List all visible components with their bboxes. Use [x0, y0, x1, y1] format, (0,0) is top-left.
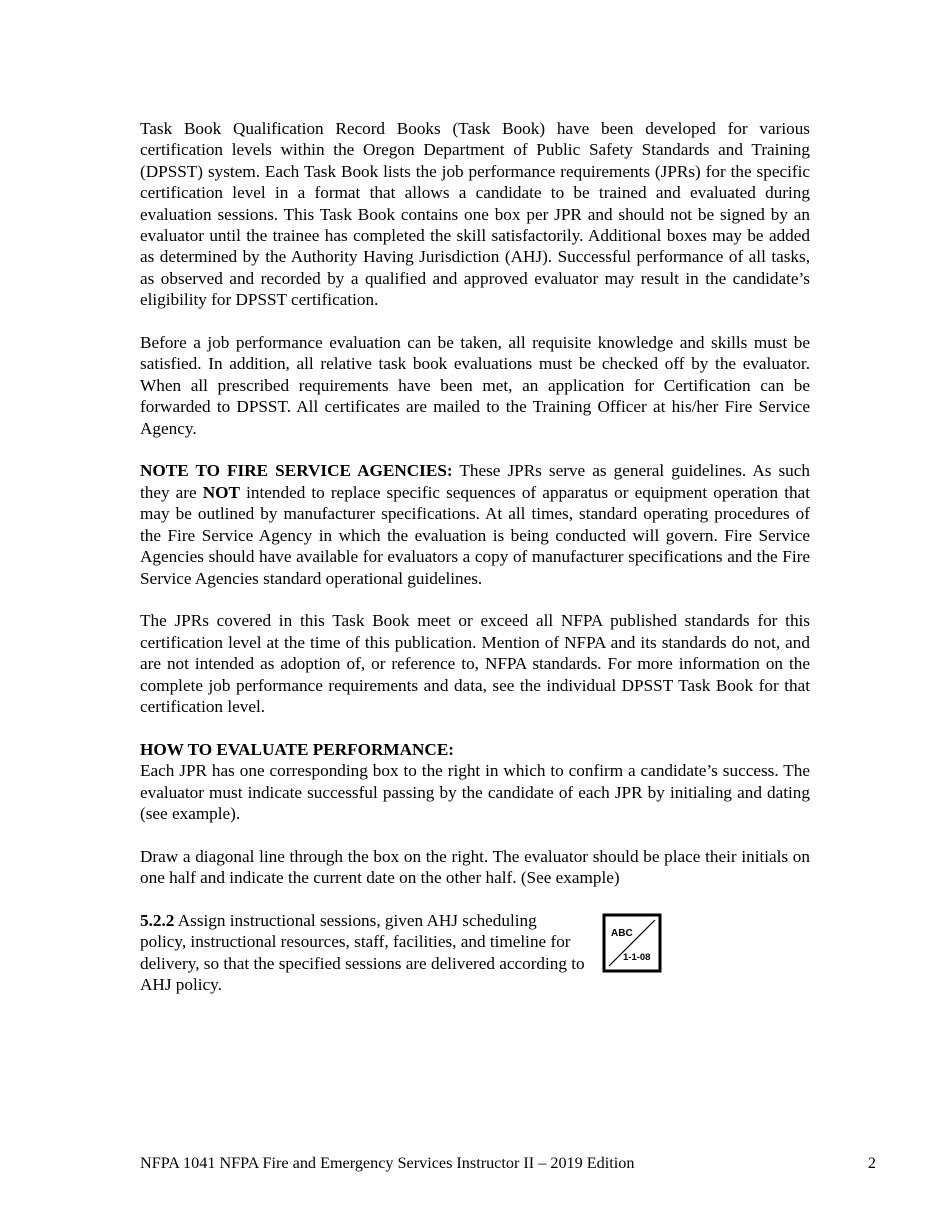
note-text-after: intended to replace specific sequences of apparatus or equipment operation that may be outlined by manufacturer specifications. At all times, standard operating procedures of the Fire Service Agency in which the evaluation is being conducted will govern. Fire Service Agencies should have available for evaluators a copy of manufacturer specifications and the Fire Service Agencies standard operational guidelines. — [140, 482, 811, 588]
note-label: NOTE TO FIRE SERVICE AGENCIES: — [140, 461, 453, 481]
note-emphasis: NOT — [202, 482, 241, 502]
evaluate-paragraph-2: Draw a diagonal line through the box on the right. The evaluator should be place their initials on one half and indicate the current date on the other half. (See example) — [140, 846, 810, 888]
box-date: 1-1-08 — [623, 951, 651, 963]
example-jpr-description: Assign instructional sessions, given AHJ scheduling policy, instructional resources, staff, facilities, and timeline for delivery, so that the specified sessions are delivered according to AHJ policy. — [140, 910, 585, 995]
example-jpr-row — [140, 910, 810, 996]
evaluate-paragraph-1: Each JPR has one corresponding box to the right in which to confirm a candidate’s success. The evaluator must indicate successful passing by the candidate of each JPR by initialing and dating (see example). — [140, 761, 810, 823]
example-jpr-number: 5.2.2 — [140, 910, 175, 930]
evaluation-requirements-paragraph: Before a job performance evaluation can be taken, all requisite knowledge and skills must be satisfied. In addition, all relative task book evaluations must be checked off by the evaluator. When all prescribed requirements have been met, an application for Certification can be forwarded to DPSST. All certificates are mailed to the Training Officer at his/her Fire Service Agency. — [140, 333, 810, 438]
note-to-agencies-paragraph — [140, 460, 810, 588]
nfpa-standards-paragraph: The JPRs covered in this Task Book meet or exceed all NFPA published standards for this certification level at the time of this publication. Mention of NFPA and its standards do not, and are not intended as adoption of, or reference to, NFPA standards. For more information on the complete job performance requirements and data, see the individual DPSST Task Book for that certification level. — [140, 611, 810, 716]
signed-box-example — [602, 913, 662, 973]
footer-title: NFPA 1041 NFPA Fire and Emergency Services Instructor II – 2019 Edition — [140, 1154, 635, 1172]
document-body — [140, 118, 810, 996]
intro-paragraph: Task Book Qualification Record Books (Task Book) have been developed for various certification levels within the Oregon Department of Public Safety Standards and Training (DPSST) system. Each Task Book lists the job performance requirements (JPRs) for the specific certification level in a format that allows a candidate to be trained and evaluated during evaluation sessions. This Task Book contains one box per JPR and should not be signed by an evaluator until the trainee has completed the skill satisfactorily. Additional boxes may be added as determined by the Authority Having Jurisdiction (AHJ). Successful performance of all tasks, as observed and recorded by a qualified and approved evaluator may result in the candidate’s eligibility for DPSST certification. — [140, 119, 810, 310]
example-jpr-text — [140, 910, 585, 996]
evaluate-performance-heading: HOW TO EVALUATE PERFORMANCE: — [140, 739, 455, 759]
box-initials: ABC — [611, 927, 633, 939]
note-text-before: These JPRs serve as general guidelines. As such they are — [140, 461, 810, 502]
page-number: 2 — [867, 1154, 876, 1172]
